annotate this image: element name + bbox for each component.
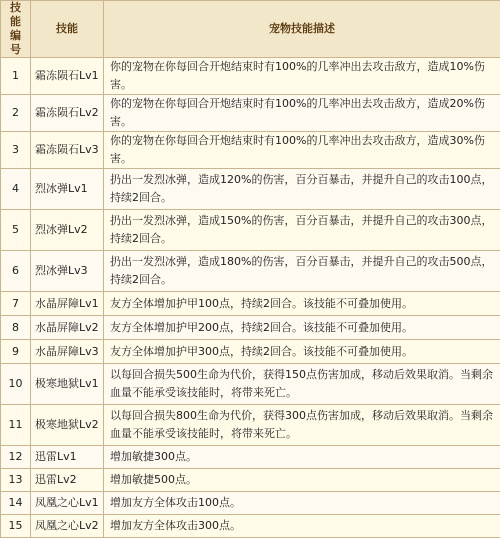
table-row [1,316,500,340]
skill-description: 增加友方全体攻击300点。 [104,515,500,538]
skill-description: 你的宠物在你每回合开炮结束时有100%的几率冲出去攻击敌方，造成20%伤害。 [104,95,500,132]
skill-description: 友方全体增加护甲100点，持续2回合。该技能不可叠加使用。 [104,292,500,316]
skill-name: 水晶屏障Lv1 [31,292,104,316]
table-row [1,340,500,364]
skill-description: 扔出一发烈冰弹，造成120%的伤害，百分百暴击，并提升自己的攻击100点，持续2回合。 [104,169,500,210]
table-row [1,132,500,169]
header-description: 宠物技能描述 [104,1,500,58]
skill-name: 水晶屏障Lv2 [31,316,104,340]
header-skill-number: 技能编号 [1,1,31,58]
skill-name: 霜冻陨石Lv3 [31,132,104,169]
table-row [1,251,500,292]
skill-number: 5 [1,210,31,251]
table-row [1,446,500,469]
header-row [1,1,500,58]
skill-name: 霜冻陨石Lv1 [31,58,104,95]
skill-number: 9 [1,340,31,364]
skill-description: 你的宠物在你每回合开炮结束时有100%的几率冲出去攻击敌方，造成10%伤害。 [104,58,500,95]
skill-number: 8 [1,316,31,340]
skill-description: 你的宠物在你每回合开炮结束时有100%的几率冲出去攻击敌方，造成30%伤害。 [104,132,500,169]
skill-name: 迅雷Lv1 [31,446,104,469]
skill-name: 迅雷Lv2 [31,469,104,492]
skill-number: 13 [1,469,31,492]
skill-description: 友方全体增加护甲200点，持续2回合。该技能不可叠加使用。 [104,316,500,340]
table-row [1,95,500,132]
skill-description: 增加敏捷500点。 [104,469,500,492]
skill-description: 扔出一发烈冰弹，造成180%的伤害，百分百暴击，并提升自己的攻击500点，持续2回合。 [104,251,500,292]
table-body [1,58,500,538]
skill-name: 凤凰之心Lv2 [31,515,104,538]
skill-name: 霜冻陨石Lv2 [31,95,104,132]
skill-name: 烈冰弹Lv3 [31,251,104,292]
table-row [1,405,500,446]
table-row [1,515,500,538]
table-row [1,364,500,405]
skill-number: 1 [1,58,31,95]
skill-description: 扔出一发烈冰弹，造成150%的伤害，百分百暴击，并提升自己的攻击300点，持续2回合。 [104,210,500,251]
skill-name: 水晶屏障Lv3 [31,340,104,364]
skill-number: 2 [1,95,31,132]
skill-number: 14 [1,492,31,515]
skill-description: 增加友方全体攻击100点。 [104,492,500,515]
table-row [1,58,500,95]
skill-number: 11 [1,405,31,446]
skill-number: 12 [1,446,31,469]
skill-number: 15 [1,515,31,538]
skill-description: 友方全体增加护甲300点，持续2回合。该技能不可叠加使用。 [104,340,500,364]
header-skill: 技能 [31,1,104,58]
table-row [1,292,500,316]
skill-name: 凤凰之心Lv1 [31,492,104,515]
table-row [1,169,500,210]
skill-name: 烈冰弹Lv1 [31,169,104,210]
skill-name: 极寒地狱Lv1 [31,364,104,405]
skill-number: 6 [1,251,31,292]
skill-description: 以每回合损失500生命为代价，获得150点伤害加成，移动后效果取消。当剩余血量不能承受该技能时，将带来死亡。 [104,364,500,405]
skill-number: 10 [1,364,31,405]
skill-name: 烈冰弹Lv2 [31,210,104,251]
table-row [1,469,500,492]
skill-number: 4 [1,169,31,210]
skill-number: 7 [1,292,31,316]
skill-description: 以每回合损失800生命为代价，获得300点伤害加成，移动后效果取消。当剩余血量不能承受该技能时，将带来死亡。 [104,405,500,446]
skill-description: 增加敏捷300点。 [104,446,500,469]
table-header [1,1,500,58]
skill-number: 3 [1,132,31,169]
table-row [1,210,500,251]
skill-name: 极寒地狱Lv2 [31,405,104,446]
